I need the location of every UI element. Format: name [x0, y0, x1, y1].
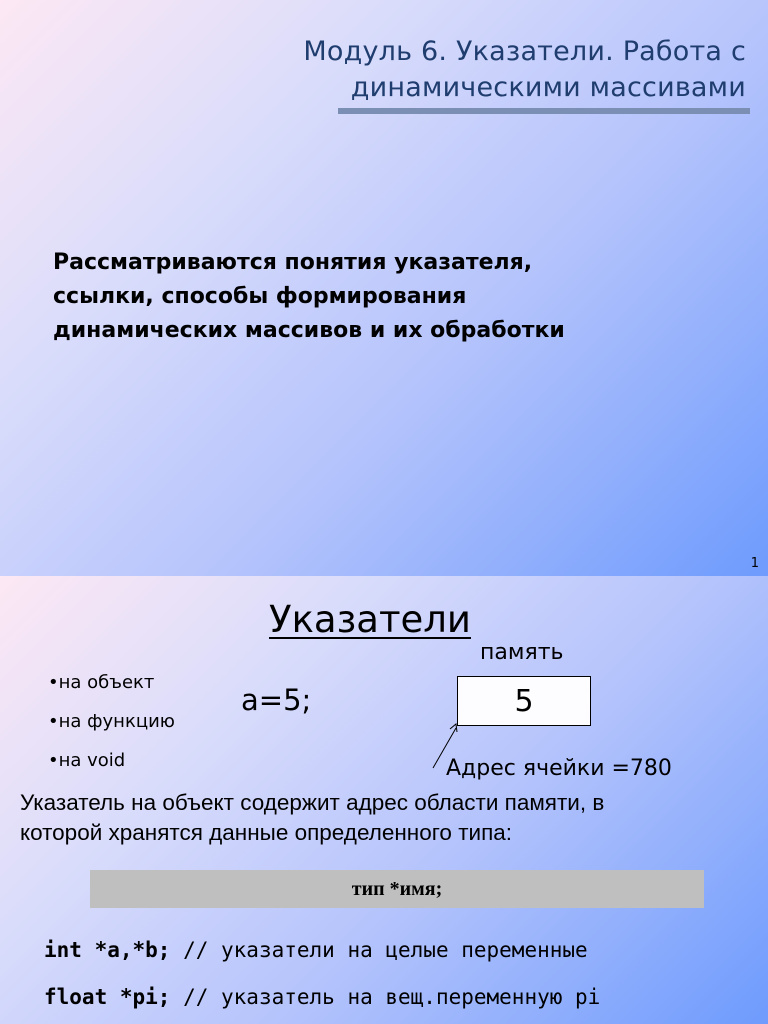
assignment-statement: a=5; [241, 683, 312, 717]
slide-2 [0, 576, 768, 1024]
code-declaration: int *a,*b; [44, 938, 171, 962]
syntax-box: тип *имя; [90, 870, 704, 908]
pointer-description [20, 788, 760, 848]
summary-line-2: ссылки, способы формирования [53, 284, 467, 309]
memory-label: память [480, 640, 564, 665]
module-title-line-1: Модуль 6. Указатели. Работа с [303, 36, 746, 67]
code-declaration: float *pi; [44, 985, 171, 1009]
summary-line-1: Рассматриваются понятия указателя, [53, 250, 533, 275]
code-comment: // указатель на вещ.переменную pi [170, 985, 601, 1009]
list-item: •на функцию [48, 711, 175, 732]
description-line-2: которой хранятся данные определенного типа: [20, 820, 513, 845]
memory-cell-value: 5 [514, 684, 534, 719]
code-line-2 [44, 985, 600, 1009]
list-item: •на объект [48, 672, 155, 693]
title-underline-rule [338, 108, 750, 114]
code-line-1 [44, 938, 588, 962]
module-title-line-2: динамическими массивами [350, 72, 746, 103]
module-summary [53, 246, 693, 348]
page-number: 1 [750, 556, 759, 571]
description-line-1: Указатель на объект содержит адрес области памяти, в [20, 790, 605, 815]
list-item: •на void [48, 750, 126, 771]
module-title [303, 34, 746, 106]
code-comment: // указатели на целые переменные [170, 938, 588, 962]
summary-line-3: динамических массивов и их обработки [53, 318, 565, 343]
address-label: Адрес ячейки =780 [446, 756, 672, 781]
slide-title-text: Указатели [269, 598, 471, 641]
